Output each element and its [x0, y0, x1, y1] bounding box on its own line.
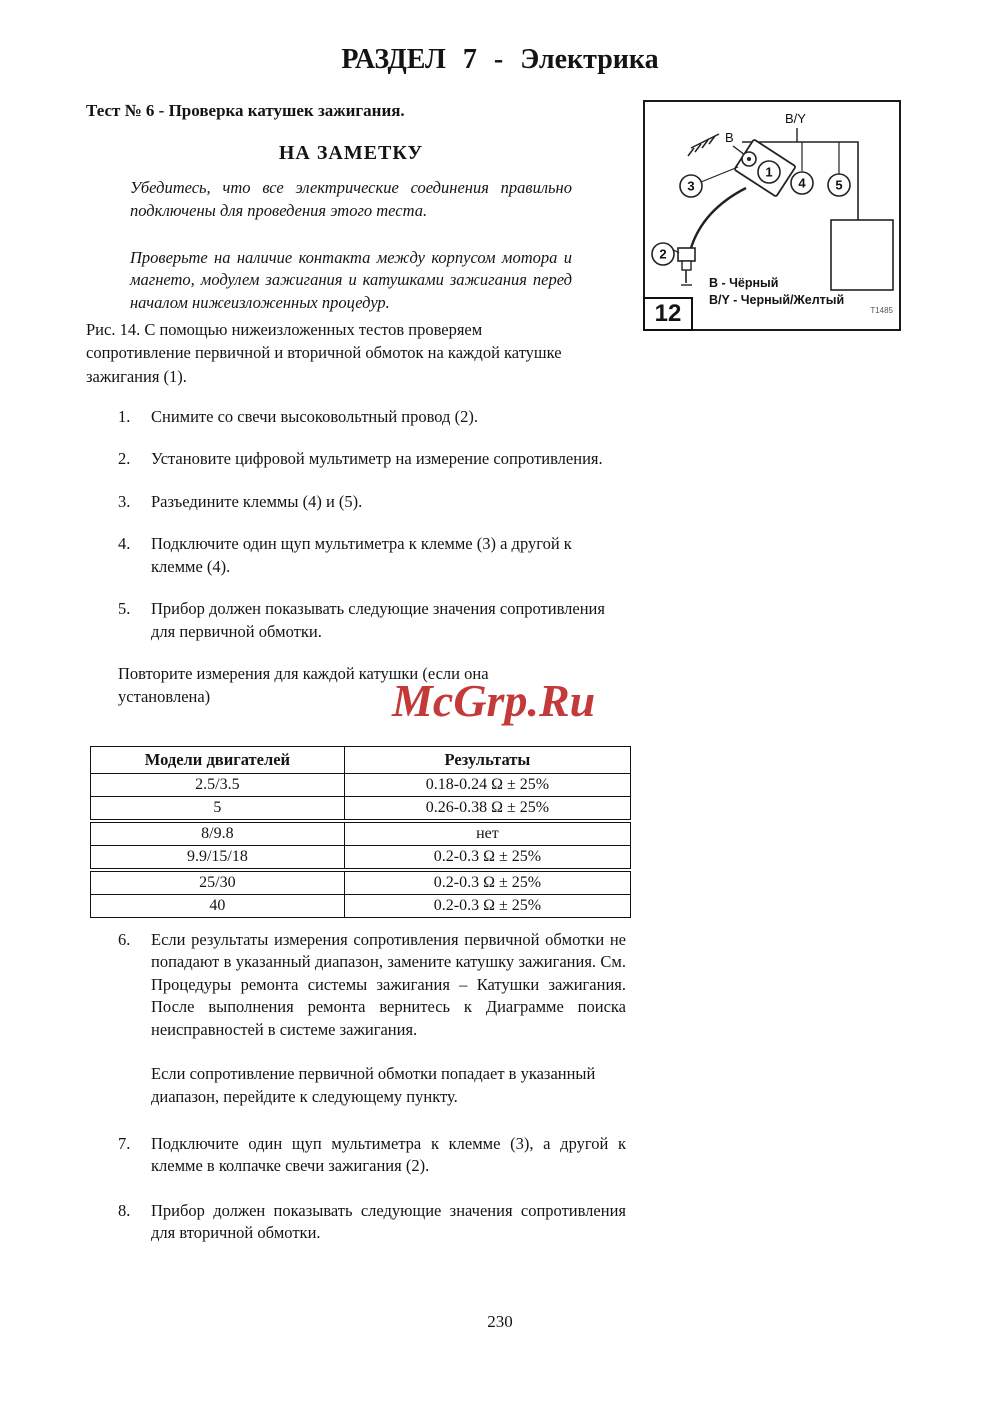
- coil-terminal-dot: [747, 157, 751, 161]
- procedure-steps-1-5: [118, 406, 626, 708]
- list-item: [118, 929, 626, 1041]
- step-number: 7.: [118, 1133, 131, 1153]
- step-text: Снимите со свечи высоковольтный провод (2).: [151, 407, 478, 426]
- ignition-coil-diagram: [643, 100, 901, 331]
- table-cell-model: 9.9/15/18: [91, 846, 345, 871]
- list-item: [118, 1200, 626, 1245]
- table-cell-result: 0.18-0.24 Ω ± 25%: [344, 774, 630, 797]
- table-header-results: Результаты: [344, 747, 630, 774]
- test-heading: Тест № 6 - Проверка катушек зажигания.: [86, 101, 405, 120]
- wire-label-b: B: [725, 130, 734, 145]
- in-range-note: Если сопротивление первичной обмотки попадает в указанный диапазон, перейдите к следующему пункту.: [151, 1064, 596, 1106]
- callout-number-4: 4: [798, 175, 806, 191]
- table-row: [91, 774, 631, 797]
- callout-number-3: 3: [687, 178, 695, 194]
- table-cell-result: 0.2-0.3 Ω ± 25%: [344, 895, 630, 918]
- procedure-steps-6-8: [118, 929, 626, 1266]
- step-text: Прибор должен показывать следующие значения сопротивления для первичной обмотки.: [151, 599, 605, 641]
- step-text: Подключите один щуп мультиметра к клемме (3), а другой к клемме в колпачке свечи зажигания (2).: [151, 1133, 626, 1176]
- step-number: 6.: [118, 930, 131, 949]
- step-text: Установите цифровой мультиметр на измерение сопротивления.: [151, 449, 603, 469]
- note-block: [130, 142, 572, 339]
- table-row: [91, 870, 631, 895]
- table-row: [91, 846, 631, 871]
- table-cell-result: 0.2-0.3 Ω ± 25%: [344, 846, 630, 871]
- legend-line-black: В - Чёрный: [709, 276, 779, 291]
- results-table: [90, 746, 631, 918]
- table-row: [91, 821, 631, 846]
- step-text: Если результаты измерения сопротивления первичной обмотки не попадают в указанный диапазон, замените катушку зажигания. См. Процедуры ремонта системы зажигания – Катушки зажигания. После выполнения ремонта вернитесь к Диаграмме поиска неисправностей в системе зажигания.: [151, 930, 626, 1039]
- table-row: [91, 895, 631, 918]
- spark-plug-lead: [691, 188, 746, 248]
- table-cell-model: 8/9.8: [91, 821, 345, 846]
- list-item: [118, 448, 626, 470]
- step-text: Разъедините клеммы (4) и (5).: [151, 491, 363, 511]
- ground-symbol-icon: [688, 134, 719, 156]
- figure-caption: Рис. 14. С помощью нижеизложенных тестов проверяем сопротивление первичной и вторичной обмоток на каждой катушке зажигания (1).: [86, 320, 562, 386]
- step-number: 3.: [118, 491, 131, 511]
- list-item: [118, 1133, 626, 1178]
- table-cell-result: нет: [344, 821, 630, 846]
- repeat-measurements-note: Повторите измерения для каждой катушки (если она установлена): [118, 664, 489, 706]
- callout-number-5: 5: [835, 177, 843, 193]
- spark-plug-icon: [678, 248, 695, 285]
- list-item: [118, 533, 626, 578]
- table-cell-result: 0.2-0.3 Ω ± 25%: [344, 870, 630, 895]
- wire-label-by: B/Y: [785, 111, 806, 126]
- note-paragraph-2: Проверьте на наличие контакта между корпусом мотора и магнето, модулем зажигания и катушками зажигания перед началом нижеизложенных процедур.: [130, 247, 572, 313]
- step-text: Прибор должен показывать следующие значения сопротивления для вторичной обмотки.: [151, 1200, 626, 1243]
- section-title: РАЗДЕЛ 7 - Электрика: [341, 44, 659, 75]
- list-item: [118, 406, 626, 428]
- note-paragraph-1: Убедитесь, что все электрические соединения правильно подключены для проведения этого теста.: [130, 178, 572, 220]
- table-cell-result: 0.26-0.38 Ω ± 25%: [344, 797, 630, 822]
- legend-line-black-yellow: B/Y - Черный/Желтый: [709, 293, 845, 308]
- table-header-models: Модели двигателей: [91, 747, 345, 774]
- page-number: 230: [487, 1312, 513, 1331]
- figure-legend: [709, 275, 844, 309]
- table-header-row: [91, 747, 631, 774]
- table-cell-model: 25/30: [91, 870, 345, 895]
- figure-page-badge: 12: [643, 297, 693, 331]
- watermark: McGrp.Ru: [392, 675, 596, 726]
- figure-reference-code: T1485: [870, 306, 893, 315]
- step-text: Подключите один щуп мультиметра к клемме (3) а другой к клемме (4).: [151, 534, 572, 576]
- step-number: 5.: [118, 599, 131, 619]
- step-number: 8.: [118, 1200, 131, 1220]
- table-cell-model: 40: [91, 895, 345, 918]
- table-cell-model: 2.5/3.5: [91, 774, 345, 797]
- list-item: [118, 598, 626, 643]
- callout-number-2: 2: [659, 246, 667, 262]
- step-number: 1.: [118, 407, 131, 426]
- list-item: [118, 491, 626, 513]
- step-number: 2.: [118, 449, 131, 469]
- note-title: НА ЗАМЕТКУ: [278, 142, 424, 164]
- callout-line: [701, 167, 738, 182]
- table-cell-model: 5: [91, 797, 345, 822]
- callout-number-1: 1: [765, 164, 773, 180]
- table-row: [91, 797, 631, 822]
- step-number: 4.: [118, 534, 131, 554]
